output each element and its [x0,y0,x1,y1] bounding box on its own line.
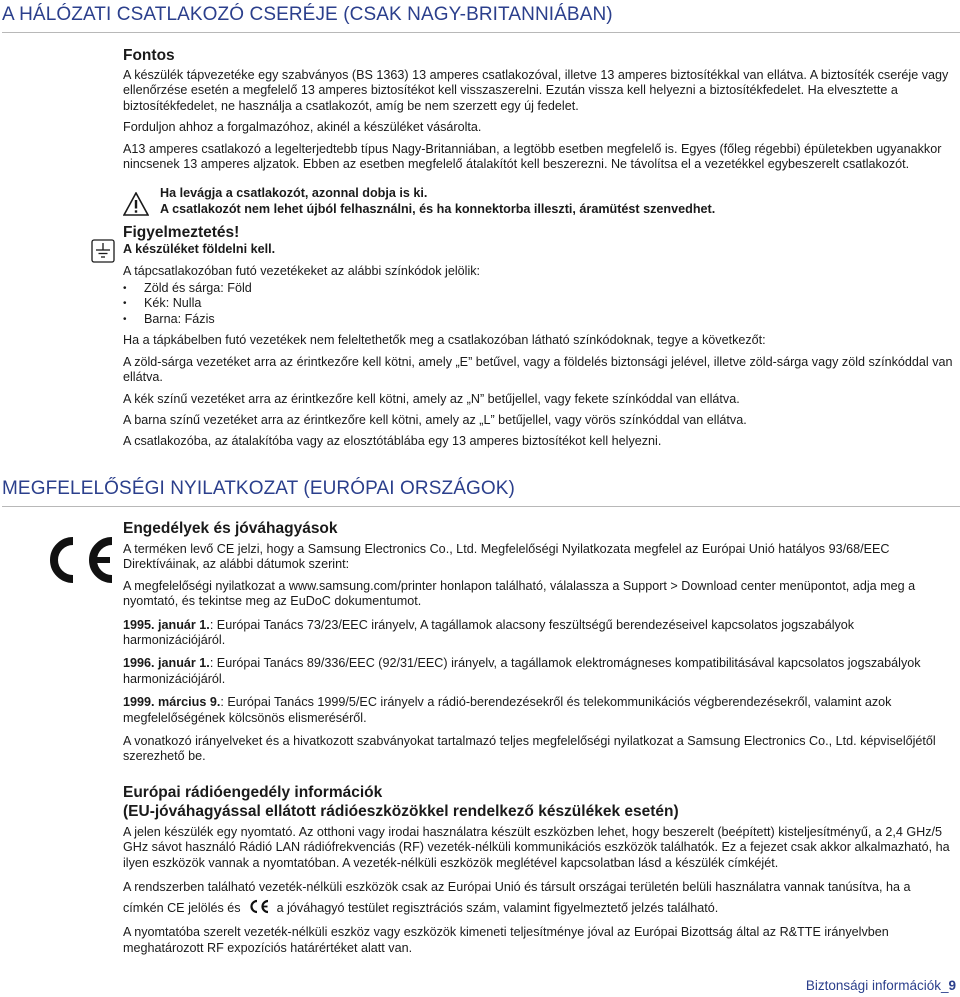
heading-caution: Figyelmeztetés! [123,224,240,242]
plug-replacement-section [123,46,953,450]
list-item: • Zöld és sárga: Föld [123,281,953,296]
paragraph-part: A rendszerben található vezeték-nélküli eszközök csak az Európai Unió és társult országai területén belüli használatra vannak tanúsítva, ha a címkén CE jelölés és [123,880,911,916]
directive-entry [123,618,953,649]
paragraph: Ha a tápkábelben futó vezetékek nem feleltethetők meg a csatlakozóban látható színkódoknak, tegye a következőt: [123,333,766,348]
paragraph: A zöld-sárga vezetéket arra az érintkezőre kell kötni, amely „E” betűvel, vagy a földelés biztonsági jelével, illetve zöld-sárga vagy zöld színkóddal van ellátva. [123,354,953,385]
declaration-section [123,519,953,956]
paragraph: A csatlakozóba, az átalakítóba vagy az elosztótáblába egy 13 amperes biztosítékot kell helyezni. [123,434,662,449]
color-code-list [123,281,953,327]
footer-label: Biztonsági információk_ [805,978,949,993]
paragraph: A barna színű vezetéket arra az érintkezőre kell kötni, amely az „L” betűjellel, vagy vörös színkóddal van ellátva. [123,412,747,427]
directive-entry [123,695,953,726]
paragraph: A terméken levő CE jelzi, hogy a Samsung Electronics Co., Ltd. Megfelelőségi Nyilatkozata megfelel az Európai Unió hatályos 93/68/EEC Direktíváinak, az alábbi dátumok szerint: [123,542,890,572]
heading-important: Fontos [123,47,175,64]
directive-text: : Európai Tanács 73/23/EEC irányelv, A tagállamok alacsony feszültségű berendezéseivel kapcsolatos jogszabályok harmonizációjáról. [123,617,855,648]
paragraph: A megfelelőségi nyilatkozat a www.samsung.com/printer honlapon található, válalassza a Support > Download center menüpontot, adja meg a nyomtató, és tekintse meg az EuDoC dokumentumot. [123,578,916,609]
directive-text: : Európai Tanács 1999/5/EC irányelv a rádió-berendezésekről és telekommunikációs végberendezésekről, valamint azok megfelelőségének kölcsönös elismeréséről. [123,695,892,725]
color-code-intro: A tápcsatlakozóban futó vezetékeket az alábbi színkódok jelölik: [123,263,481,278]
list-item: • Barna: Fázis [123,312,953,327]
section-header-plug-replacement [0,4,960,33]
header-rule [2,32,960,33]
paragraph-ce-inline [123,877,953,919]
warning-line: A csatlakozót nem lehet újból felhasználni, és ha konnektorba illeszti, áramütést szenvedhet. [160,201,716,216]
paragraph: A kék színű vezetéket arra az érintkezőre kell kötni, amely az „N” betűjellel, vagy fekete színkóddal van ellátva. [123,391,740,406]
paragraph: A nyomtatóba szerelt vezeték-nélküli eszköz vagy eszközök kimeneti teljesítménye jóval az Európai Bizottság által az R&TTE irányelvben meghatározott RF expozíciós határértéket alatt van. [123,925,889,955]
directive-date: 1999. március 9. [123,695,221,710]
caution-subtext: A készüléket földelni kell. [123,242,276,257]
directive-date: 1995. január 1. [123,617,210,632]
heading-radio: Európai rádióengedély információk [123,783,383,801]
warning-line: Ha levágja a csatlakozót, azonnal dobja is ki. [160,186,428,201]
section-title: A HÁLÓZATI CSATLAKOZÓ CSERÉJE (CSAK NAGY-BRITANNIÁBAN) [2,4,613,25]
directive-entry [123,656,953,687]
warning-box [123,186,953,217]
heading-radio-sub: (EU-jóváhagyással ellátott rádióeszközökkel rendelkező készülékek esetén) [123,802,679,820]
warning-triangle-icon [123,192,149,216]
paragraph: A13 amperes csatlakozó a legelterjedtebb típus Nagy-Britanniában, a legtöbb esetben megfelelő is. Egyes (főleg régebbi) épületekben ugyanakkor nincsenek 13 amperes aljzatok. Ebben az esetben megfelelő átalakítót kell beszerezni. Ne távolítsa el a vezetékkel egybeszerelt csatlakozót. [123,141,942,172]
paragraph: Forduljon ahhoz a forgalmazóhoz, akinél a készüléket vásárolta. [123,120,482,135]
ce-mark-icon [40,535,116,585]
section-header-declaration [0,478,960,507]
paragraph: A készülék tápvezetéke egy szabványos (BS 1363) 13 amperes csatlakozóval, illetve 13 amperes biztosítékkal van ellátva. A biztosíték cseréje vagy ellenőrzése esetén a megfelelő 13 amperes biztosítékot kell visszaszerelni. Ezután vissza kell helyezni a biztosítékfedelet. Ha elvesztette a biztosítékfedelet, ne használja a csatlakozót, amíg be nem szerzett egy új fedelet. [123,68,949,113]
header-rule [2,506,960,507]
section-title: MEGFELELŐSÉGI NYILATKOZAT (EURÓPAI ORSZÁGOK) [2,478,515,499]
ground-warning-icon [91,239,115,263]
heading-approvals: Engedélyek és jóváhagyások [123,520,338,537]
directive-date: 1996. január 1. [123,656,210,671]
ce-mark-inline-icon [247,899,269,914]
page-number: 9 [948,978,956,993]
page-footer [806,978,956,993]
directive-text: : Európai Tanács 89/336/EEC (92/31/EEC) irányelv, a tagállamok elektromágneses kompatibilitásával kapcsolatos jogszabályok harmonizációjáról. [123,656,921,686]
paragraph-part: a jóváhagyó testület regisztrációs szám, valamint figyelmeztető jelzés található. [276,901,719,916]
paragraph: A vonatkozó irányelveket és a hivatkozott szabványokat tartalmazó teljes megfelelőségi nyilatkozat a Samsung Electronics Co., Ltd. képviselőjétől szerezhető be. [123,734,936,764]
paragraph: A jelen készülék egy nyomtató. Az otthoni vagy irodai használatra készült eszközben lehet, hogy beszerelt (beépített) kisteljesítményű, a 2,4 GHz/5 GHz sávot használó Rádió LAN rádiófrekvenciás (RF) vezeték-nélküli kommunikációs eszközök találhatók. Ez a fejezet csak akkor alkalmazható, ha ilyen eszközök vannak a nyomtatóban. A vezeték-nélküli eszközök meglétével kapcsolatban lásd a készülék címkéjét. [123,824,950,870]
list-item: • Kék: Nulla [123,296,953,311]
